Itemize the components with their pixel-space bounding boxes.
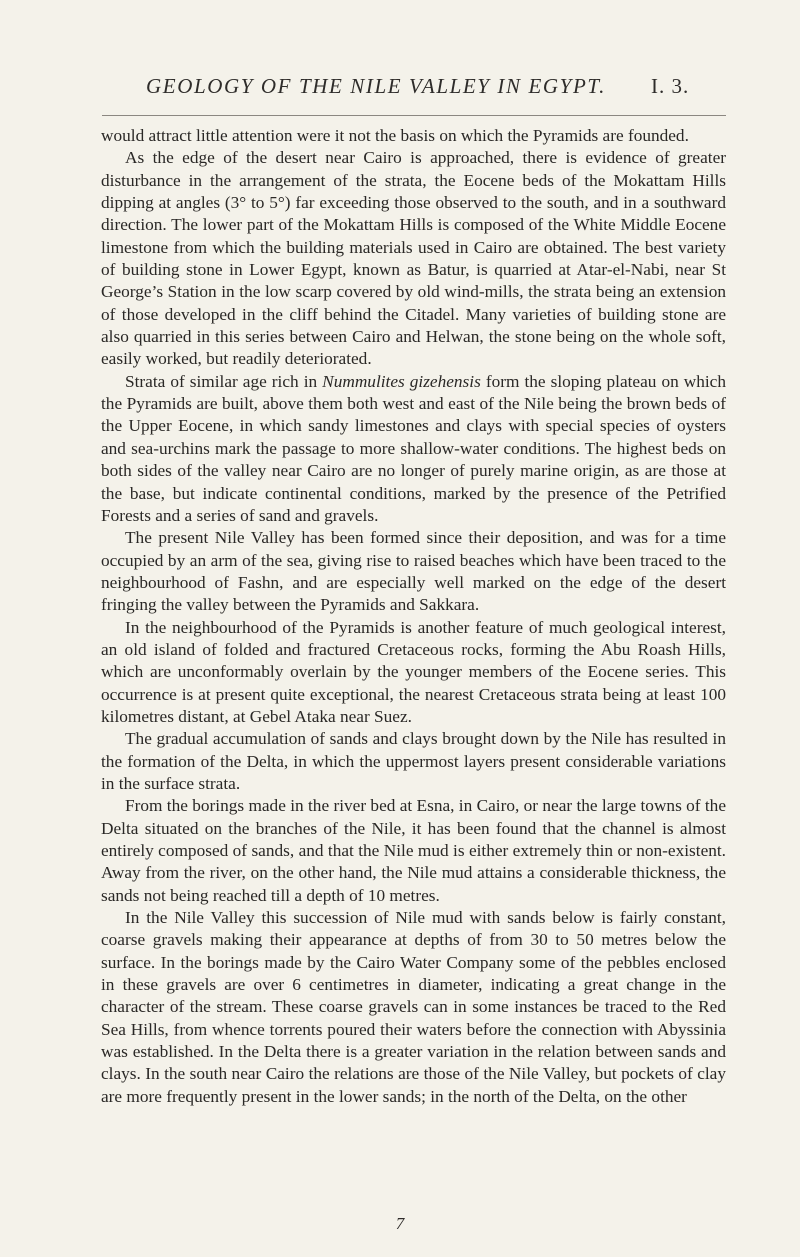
- paragraph-borings: From the borings made in the river bed at Esna, in Cairo, or near the large towns of the Delta situated on the branches of the Nile, it has been found that the channel is almost entirely composed of sands, and that the Nile mud is either extremely thin or non-existent. Away from the river, on the other hand, the Nile mud attains a considerable thickness, the sands not being reached till a depth of 10 metres.: [101, 796, 726, 905]
- page-number: 7: [395, 1214, 405, 1233]
- paragraph-gravels: In the Nile Valley this succession of Nile mud with sands below is fairly constant, coarse gravels making their appearance at depths of from 30 to 50 metres below the surface. In the borings made by the Cairo Water Company some of the pebbles enclosed in these gravels are over 6 centimetres in diameter, indicating a great change in the character of the stream. These coarse gravels can in some instances be traced to the Red Sea Hills, from whence torrents poured their waters before the connection with Abyssinia was established. In the Delta there is a greater variation in the relation between sands and clays. In the south near Cairo the relations are those of the Nile Valley, but pockets of clay are more frequently present in the lower sands; in the north of the Delta, on the other: [101, 908, 726, 1106]
- running-title: GEOLOGY OF THE NILE VALLEY IN EGYPT.: [146, 74, 606, 98]
- paragraph-continuation: would attract little attention were it not the basis on which the Pyramids are founded.: [101, 126, 689, 145]
- paragraph-nummulites-after: form the sloping plateau on which the Pyramids are built, above them both west and east of the Nile being the brown beds of the Upper Eocene, in which sandy limestones and clays with special species of oysters and sea-urchins mark the passage to more shallow-water conditions. The highest beds on both sides of the valley near Cairo are no longer of purely marine origin, as are those at the base, but indicate continental conditions, marked by the presence of the Petrified Forests and a series of sand and gravels.: [101, 371, 726, 525]
- running-header: [0, 74, 800, 104]
- paragraph-mokattam-hills: As the edge of the desert near Cairo is approached, there is evidence of greater disturbance in the arrangement of the strata, the Eocene beds of the Mokattam Hills dipping at angles (3° to 5°) far exceeding those observed to the south, and in a southward direction. The lower part of the Mokattam Hills is composed of the White Middle Eocene limestone from which the building materials used in Cairo are obtained. The best variety of building stone in Lower Egypt, known as Batur, is quarried at Atar-el-Nabi, near St George’s Station in the low scarp covered by old wind-mills, the strata being an extension of those developed in the cliff behind the Citadel. Many varieties of building stone are also quarried in this series between Cairo and Helwan, the stone being on the whole soft, easily worked, but readily deteriorated.: [101, 148, 726, 369]
- header-rule: [102, 115, 726, 116]
- paragraph-nummulites: [101, 371, 726, 527]
- paragraph-delta-formation: The gradual accumulation of sands and clays brought down by the Nile has resulted in the formation of the Delta, in which the uppermost layers present considerable variations in the surface strata.: [101, 729, 726, 793]
- species-name: Nummulites gizehensis: [322, 371, 481, 391]
- paragraph-nummulites-before: Strata of similar age rich in: [125, 371, 323, 391]
- body-text: [101, 125, 726, 1108]
- section-number: I. 3.: [651, 74, 690, 98]
- paragraph-abu-roash: In the neighbourhood of the Pyramids is another feature of much geological interest, an old island of folded and fractured Cretaceous rocks, forming the Abu Roash Hills, which are unconformably overlain by the younger members of the Eocene series. This occurrence is at present quite exceptional, the nearest Cretaceous strata being at least 100 kilometres distant, at Gebel Ataka near Suez.: [101, 617, 726, 726]
- paragraph-nile-valley-formation: The present Nile Valley has been formed since their deposition, and was for a time occupied by an arm of the sea, giving rise to raised beaches which have been traced to the neighbourhood of Fashn, and are especially well marked on the edge of the desert fringing the valley between the Pyramids and Sakkara.: [101, 528, 726, 615]
